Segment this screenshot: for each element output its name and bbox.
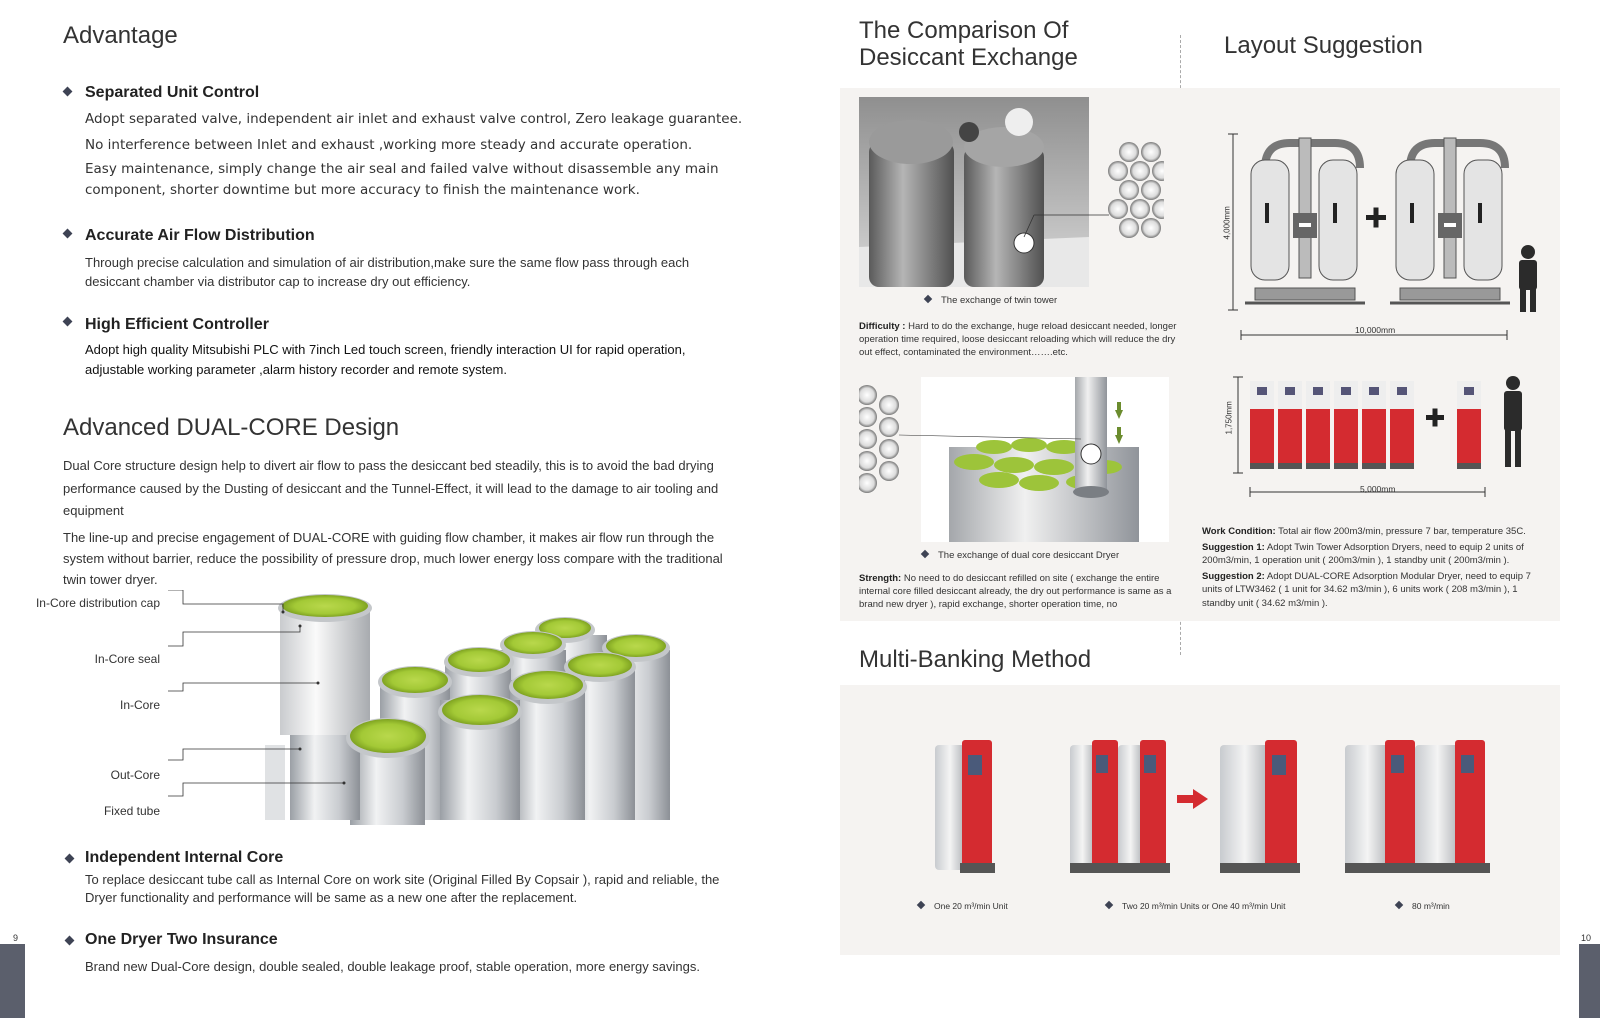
callout-incore: In-Core <box>119 698 160 712</box>
dryer-unit-a <box>1245 138 1365 303</box>
text-line: Through precise calculation and simulation of air distribution,make sure the same flow pass through each <box>85 255 690 270</box>
strength-text <box>859 572 1179 611</box>
text-line: Adopt DUAL-CORE Adsorption Modular Dryer, need to equip 7 <box>1264 570 1531 582</box>
item-text <box>85 871 785 907</box>
bullet-icon <box>65 854 75 864</box>
title-line: The Comparison Of <box>859 17 1069 44</box>
callout-distribution-cap: In-Core distribution cap <box>35 596 160 610</box>
arrow-right-icon <box>1177 789 1208 809</box>
text-line: Adopt Twin Tower Adsorption Dryers, need to equip 2 units of <box>1264 541 1524 553</box>
strength-label: Strength: <box>859 573 902 584</box>
advantage-title: Advantage <box>63 22 178 49</box>
caption-text: The exchange of dual core desiccant Dryer <box>938 550 1120 561</box>
twin-tower-photo <box>859 97 1164 287</box>
text-line: component, shorter downtime but more accuracy to finish the maintenance work. <box>85 182 640 198</box>
text-line: internal core filled desiccant already, the dry out performance is same as a <box>859 586 1172 597</box>
dryer-unit-b <box>1390 138 1510 303</box>
text-line: system without barrier, reduce the possibility of pressure drop, much lower energy loss compare with the traditional <box>63 551 723 566</box>
bullet-icon <box>924 295 932 303</box>
width-label-2: 5,000mm <box>1360 484 1396 494</box>
dual-core-caption <box>922 550 1119 561</box>
dual-core-text <box>63 455 783 523</box>
page-tab-right <box>1579 944 1600 1018</box>
comparison-title <box>859 17 1078 71</box>
caption-text: 80 m³/min <box>1412 901 1450 911</box>
dryer-unit-40 <box>1220 740 1300 873</box>
twin-tower-caption <box>925 295 1057 306</box>
dual-core-text <box>63 527 783 590</box>
text-line: Easy maintenance, simply change the air seal and failed valve without disassemble any main <box>85 161 719 177</box>
multibank-caption-3 <box>1396 901 1450 911</box>
work-condition-label: Work Condition: <box>1202 526 1276 537</box>
person-silhouette-icon <box>1504 376 1522 467</box>
text-line: The line-up and precise engagement of DUAL-CORE with guiding flow chamber, it makes air flow run through the <box>63 530 715 545</box>
suggestion1-label: Suggestion 1: <box>1202 541 1265 553</box>
item-text <box>85 253 785 291</box>
text-line: out effect, contaminated the environment…….etc. <box>859 347 1068 358</box>
text-line: units of LTW3462 ( 1 unit for 34.62 m3/min ), 6 units work ( 208 m3/min ), 1 <box>1202 584 1518 595</box>
page-number-right: 10 <box>1581 933 1592 943</box>
layout-conditions-text <box>1202 525 1552 610</box>
item-title-internal-core: Independent Internal Core <box>85 849 284 866</box>
item-title-controller: High Efficient Controller <box>85 316 269 333</box>
bullet-icon <box>63 87 73 97</box>
item-title-two-insurance: One Dryer Two Insurance <box>85 931 278 948</box>
text-line: Adopt separated valve, independent air inlet and exhaust valve control, Zero leakage guarantee. <box>85 111 743 127</box>
callout-outcore: Out-Core <box>110 768 160 782</box>
text-line: equipment <box>63 503 124 518</box>
bullet-icon <box>65 936 75 946</box>
height-label-1: 4,000mm <box>1222 206 1232 240</box>
layout-title: Layout Suggestion <box>1224 32 1423 59</box>
text-line: 200m3/min, 1 operation unit ( 200m3/min ), 1 standby unit ( 200m3/min ). <box>1202 555 1510 566</box>
desiccant-balls <box>1108 142 1164 238</box>
modular-units <box>1250 381 1481 469</box>
dual-core-exchange-photo <box>859 377 1169 542</box>
dryer-unit-20 <box>935 740 995 873</box>
item-title-separated-unit-control: Separated Unit Control <box>85 84 260 101</box>
plus-icon <box>1366 208 1386 228</box>
dual-core-title: Advanced DUAL-CORE Design <box>63 414 400 441</box>
dryer-unit-80 <box>1345 740 1490 873</box>
bullet-icon <box>63 229 73 239</box>
text-line: standby unit ( 34.62 m3/min ). <box>1202 597 1328 609</box>
text-line: Dual Core structure design help to divert air flow to pass the desiccant bed steadily, this is to avoid the bad drying <box>63 458 714 473</box>
text-line: No interference between Inlet and exhaust ,working more steady and accurate operation. <box>85 137 693 153</box>
width-label-1: 10,000mm <box>1355 325 1396 335</box>
caption-text: The exchange of twin tower <box>941 295 1058 306</box>
multibank-title: Multi-Banking Method <box>859 646 1092 673</box>
text-line: No need to do desiccant refilled on site ( exchange the entire <box>901 573 1160 584</box>
twin-tower-layout-drawing <box>1215 128 1550 343</box>
text-line: performance caused by the Dusting of desiccant and the Tunnel-Effect, it will lead to the damage to air tooling and <box>63 480 719 496</box>
height-label-2: 1,750mm <box>1224 401 1234 435</box>
text-line: desiccant chamber via distributor cap to increase dry out efficiency. <box>85 274 471 289</box>
difficulty-label: Difficulty : <box>859 321 906 332</box>
modular-layout-drawing <box>1230 375 1550 500</box>
item-text <box>85 109 765 201</box>
text-line: Hard to do the exchange, huge reload desiccant needed, longer <box>905 321 1177 332</box>
multibank-caption-1 <box>918 901 1008 911</box>
text-line: twin tower dryer. <box>63 572 158 587</box>
multibank-caption-2 <box>1106 901 1285 911</box>
multibank-drawing <box>900 735 1520 885</box>
bullet-icon <box>921 550 929 558</box>
text-line: brand new dryer ), rapid exchange, shorter operation time, no <box>859 599 1118 610</box>
item-title-air-flow: Accurate Air Flow Distribution <box>85 227 315 244</box>
title-line: Desiccant Exchange <box>859 44 1078 71</box>
item-text <box>85 340 785 380</box>
bullet-icon <box>1105 901 1113 909</box>
callout-fixed-tube: Fixed tube <box>103 804 160 818</box>
item-text <box>85 957 805 977</box>
desiccant-balls <box>859 385 899 493</box>
page-number-left: 9 <box>13 933 19 943</box>
text-line: Total air flow 200m3/min, pressure 7 bar, temperature 35C. <box>1275 526 1526 537</box>
caption-text: One 20 m³/min Unit <box>934 901 1008 911</box>
bullet-icon <box>63 317 73 327</box>
page-tab-left <box>0 944 25 1018</box>
person-silhouette-icon <box>1519 245 1537 312</box>
bullet-icon <box>1395 901 1403 909</box>
text-line: adjustable working parameter ,alarm history recorder and remote system. <box>85 362 507 377</box>
bullet-icon <box>917 901 925 909</box>
dual-core-illustration <box>0 590 700 835</box>
text-line: Dryer functionality and performance will be same as a new one after the replacement. <box>85 890 578 905</box>
callout-incore-seal: In-Core seal <box>94 652 160 666</box>
text-line: Brand new Dual-Core design, double sealed, double leakage proof, stable operation, more energy savings. <box>85 959 700 974</box>
text-line: Adopt high quality Mitsubishi PLC with 7inch Led touch screen, friendly interaction UI for rapid operation, <box>85 342 686 357</box>
suggestion2-label: Suggestion 2: <box>1202 570 1265 582</box>
difficulty-text <box>859 320 1179 359</box>
plus-icon <box>1426 409 1444 427</box>
caption-text: Two 20 m³/min Units or One 40 m³/min Unit <box>1122 901 1286 911</box>
text-line: To replace desiccant tube call as Internal Core on work site (Original Filled By Copsair ), rapid and reliable, the <box>85 872 720 887</box>
dryer-unit-20-pair <box>1070 740 1170 873</box>
text-line: operation time required, loose desiccant reloading which will reduce the dry <box>859 334 1176 345</box>
